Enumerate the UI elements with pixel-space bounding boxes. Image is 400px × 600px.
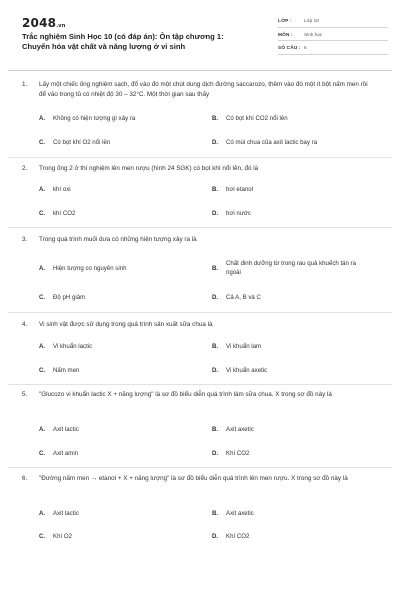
option-letter: A. [39, 343, 46, 350]
option-text: Độ pH giảm [53, 294, 86, 301]
logo-text: 2048 [22, 16, 57, 30]
meta-key: MÔN : [278, 31, 293, 37]
option-text: Không có hiện tượng gì xảy ra [53, 115, 136, 122]
question-number: 3. [22, 236, 28, 243]
question-number: 2. [22, 165, 28, 172]
option-text: Vi khuẩn lactic [53, 343, 93, 350]
meta-key: SỐ CÂU : [278, 45, 301, 50]
option-text: Axit axetic [226, 426, 254, 433]
option-letter: D. [212, 294, 219, 301]
option-letter: B. [212, 343, 219, 350]
option-letter: D. [212, 139, 219, 146]
option-text: Có bọt khí O2 nổi lên [53, 139, 111, 146]
option-letter: B. [212, 510, 219, 517]
header-divider [8, 70, 392, 71]
meta-value: 6 [304, 45, 307, 50]
option-letter: C. [39, 450, 46, 457]
option-text: Chất dinh dưỡng từ trong rau quả khuếch tán ra ngoài [226, 260, 357, 276]
option-text: Axit lactic [53, 426, 79, 433]
option-text: Axit axetic [226, 510, 254, 517]
question-separator [8, 227, 392, 228]
option-letter: C. [39, 533, 46, 540]
option-letter: B. [212, 115, 219, 122]
option-text: Vi khuẩn lam [226, 343, 262, 350]
option-text: Khí CO2 [226, 533, 250, 540]
option-text: khí CO2 [53, 210, 76, 217]
option-text: Khí CO2 [226, 450, 250, 457]
option-text: Cả A, B và C [226, 294, 261, 301]
meta-info [278, 14, 388, 55]
meta-row-count [278, 41, 388, 55]
option-letter: B. [212, 265, 219, 272]
question-separator [8, 157, 392, 158]
question-text: Trong ống 2 ở thí nghiệm lên men rượu (hình 24 SGK) có bọt khí nổi lên, đó là [39, 165, 259, 172]
option-letter: C. [39, 294, 46, 301]
option-text: Vi khuẩn axetic [226, 367, 268, 374]
option-text: Có bọt khí CO2 nổi lên [226, 115, 288, 122]
option-text: Có mùi chua của axit lactic bay ra [226, 139, 318, 146]
question-text: "Đường nấm men → etanol + X + năng lượng" là sơ đồ biểu diễn quá trình lên men rượu. X trong sơ đồ này là [39, 475, 348, 482]
question-number: 6. [22, 475, 28, 482]
option-letter: A. [39, 115, 46, 122]
option-text: hơi nước [226, 210, 251, 217]
option-text: hơi etanol [226, 186, 254, 193]
meta-value: Sinh học [304, 31, 323, 37]
option-letter: A. [39, 186, 46, 193]
question-text: "Glucozo vi khuẩn lactic X + năng lượng" là sơ đồ biểu diễn quá trình làm sữa chua. X trong sơ đồ này là [39, 391, 332, 398]
question-separator [8, 312, 392, 313]
option-letter: A. [39, 510, 46, 517]
question-separator [8, 384, 392, 385]
question-separator [8, 467, 392, 468]
option-letter: C. [39, 210, 46, 217]
site-logo[interactable] [22, 16, 66, 30]
option-letter: A. [39, 426, 46, 433]
option-letter: B. [212, 426, 219, 433]
question-text: Lấy một chiếc ống nghiệm sạch, đổ vào đó một chút dung dịch đường saccarozo, thêm vào đó một ít bột nấm men rồi để vào trong tủ có nhiệt độ 30 – 32°C. Một thời gian sau thấy [39, 81, 368, 98]
question-number: 4. [22, 321, 28, 328]
option-letter: B. [212, 186, 219, 193]
option-text: khí oxi [53, 186, 71, 193]
meta-key: LỚP : [278, 18, 292, 23]
option-text: Khí O2 [53, 533, 72, 540]
option-letter: A. [39, 265, 46, 272]
question-number: 1. [22, 81, 28, 88]
option-letter: C. [39, 367, 46, 374]
option-letter: D. [212, 533, 219, 540]
document-title: Trắc nghiệm Sinh Học 10 (có đáp án): Ôn tập chương 1: Chuyển hóa vật chất và năng lượng ở vi sinh [22, 32, 224, 51]
header [22, 14, 382, 64]
option-letter: D. [212, 367, 219, 374]
option-text: Axit amin [53, 450, 79, 457]
question-number: 5. [22, 391, 28, 398]
meta-row-class [278, 14, 388, 28]
meta-row-subject [278, 28, 388, 42]
meta-value: Lớp 10 [304, 18, 319, 23]
logo-tld: .vn [56, 23, 66, 29]
option-letter: D. [212, 210, 219, 217]
question-text: Vi sinh vật được sử dụng trong quá trình sản xuất sữa chua là [39, 321, 213, 328]
option-letter: D. [212, 450, 219, 457]
question-text: Trong quá trình muối dưa có những hiện tượng xảy ra là [39, 236, 197, 243]
option-text: Nấm men [53, 367, 80, 374]
option-text: Axit lactic [53, 510, 79, 517]
option-letter: C. [39, 139, 46, 146]
option-text: Hiện tượng co nguyên sinh [53, 265, 127, 272]
